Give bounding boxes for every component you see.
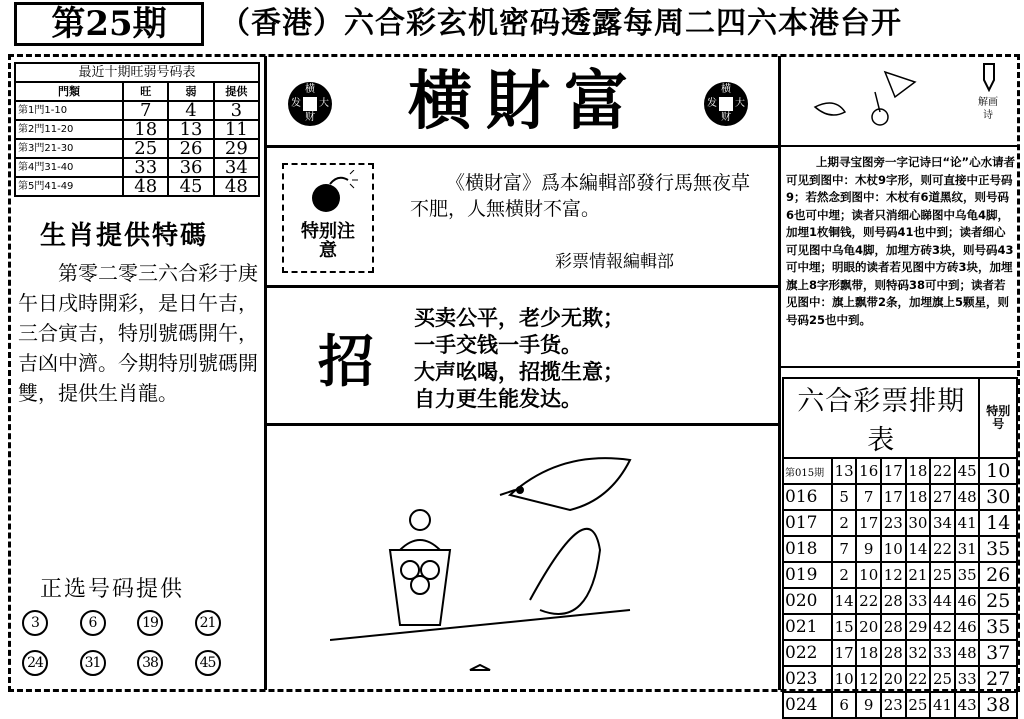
number-cell: 10 [881,536,906,562]
table-cell: 36 [168,158,213,177]
table-row [15,120,259,139]
number-cell: 12 [881,562,906,588]
number-cell: 17 [856,510,881,536]
issue-cell: 024 [783,692,832,718]
strength-table [14,62,260,197]
number-cell: 33 [930,640,955,666]
number-cell: 31 [955,536,980,562]
issue-cell: 017 [783,510,832,536]
coin-char: 横 [721,84,731,95]
slogan [414,305,624,413]
special-number: 30 [979,484,1017,510]
special-number: 37 [979,640,1017,666]
number-cell: 17 [832,640,857,666]
table-cell: 48 [123,177,168,196]
special-number: 27 [979,666,1017,692]
pick-number: 21 [195,610,221,636]
issue-cell: 022 [783,640,832,666]
row-label: 第3門21-30 [15,139,123,158]
divider [264,145,780,148]
special-header: 特别号 [979,378,1017,458]
number-cell: 17 [881,484,906,510]
number-cell: 34 [930,510,955,536]
coin-char: 大 [319,98,329,109]
column-header: 門類 [15,82,123,101]
divider [778,366,1020,368]
notice-label: 特别注意 [301,221,355,261]
number-cell: 41 [955,510,980,536]
special-number: 14 [979,510,1017,536]
zodiac-body: 第零二零三六合彩于庚午日戌時開彩，是日午吉，三合寅吉，特別號碼開午，吉凶中濟。今期特別號碼開雙，提供生肖龍。 [18,261,258,405]
masthead-title: 横財富 [408,64,642,139]
number-cell: 46 [955,614,980,640]
number-cell: 28 [881,614,906,640]
row-label: 第2門11-20 [15,120,123,139]
number-cell: 6 [832,692,857,718]
table-row [783,692,1017,718]
table-row [15,158,259,177]
number-cell: 18 [906,458,931,484]
number-cell: 21 [906,562,931,588]
number-cell: 23 [881,510,906,536]
number-cell: 10 [832,666,857,692]
table-row [15,101,259,120]
number-cell: 22 [930,458,955,484]
table-row [783,588,1017,614]
number-cell: 9 [856,692,881,718]
results-table [782,377,1018,719]
row-label: 第5門41-49 [15,177,123,196]
table-row [783,484,1017,510]
slogan-line: 一手交钱一手货。 [414,333,582,357]
table-cell: 13 [168,120,213,139]
picks-title: 正选号码提供 [40,577,185,602]
table-cell: 29 [214,139,259,158]
number-cell: 32 [906,640,931,666]
column-header: 提供 [214,82,259,101]
divider [264,285,780,288]
number-cell: 22 [906,666,931,692]
table-row [783,562,1017,588]
number-cell: 22 [856,588,881,614]
coin-icon [288,82,332,126]
issue-cell: 018 [783,536,832,562]
number-cell: 43 [955,692,980,718]
number-cell: 48 [955,484,980,510]
number-cell: 2 [832,510,857,536]
notice-signature: 彩票情報編輯部 [555,252,674,272]
number-cell: 5 [832,484,857,510]
number-cell: 45 [955,458,980,484]
table-row [783,458,1017,484]
number-cell: 42 [930,614,955,640]
number-cell: 48 [955,640,980,666]
special-number: 35 [979,614,1017,640]
number-cell: 25 [906,692,931,718]
table-caption: 最近十期旺弱号码表 [15,63,259,82]
number-cell: 25 [930,666,955,692]
table-row [15,177,259,196]
table-row [783,666,1017,692]
number-cell: 22 [930,536,955,562]
coin-char: 财 [721,112,731,123]
table-row [783,536,1017,562]
number-cell: 7 [832,536,857,562]
table-cell: 11 [214,120,259,139]
number-cell: 14 [832,588,857,614]
number-cell: 33 [955,666,980,692]
table-cell: 26 [168,139,213,158]
number-cell: 17 [881,458,906,484]
table-row [783,640,1017,666]
number-cell: 28 [881,588,906,614]
zodiac-title: 生肖提供特碼 [40,221,209,251]
row-label: 第4門31-40 [15,158,123,177]
poem-illustration [805,62,925,137]
bomb-icon [308,170,358,215]
table-cell: 3 [214,101,259,120]
pick-number: 38 [137,650,163,676]
slogan-big-char: 招 [318,329,374,395]
number-cell: 16 [856,458,881,484]
special-number: 26 [979,562,1017,588]
coin-icon [704,82,748,126]
notice-body: 《横財富》爲本編輯部發行馬無夜草不肥，人無横財不富。 [410,172,751,220]
table-cell: 25 [123,139,168,158]
divider [264,423,780,426]
pick-number: 3 [22,610,48,636]
poem-label: 解画诗 [978,97,998,121]
coin-char: 财 [305,112,315,123]
number-cell: 15 [832,614,857,640]
row-label: 第1門1-10 [15,101,123,120]
special-number: 38 [979,692,1017,718]
number-cell: 29 [906,614,931,640]
pick-number: 6 [80,610,106,636]
table-cell: 33 [123,158,168,177]
coin-char: 大 [735,98,745,109]
special-number: 35 [979,536,1017,562]
number-cell: 13 [832,458,857,484]
number-cell: 23 [881,692,906,718]
divider [778,56,781,690]
table-row [15,139,259,158]
number-cell: 14 [906,536,931,562]
results-title: 六合彩票排期表 [783,378,979,458]
poem-body: 上期寻宝图旁一字记诗曰“论”心水请者可见到图中：木杖9字形，则可直接中正号码9；若然念到图中：木杖有6道黑纹，则号码6也可中埋；读者只消细心睇图中乌龟4脚，加埋1枚铜钱，则号码41也中到；读者细心可见图中乌龟4脚，加埋方砖3块，则号码43可中埋；明眼的读者若见图中方砖3块，加埋旗上8字形飘带，则特码38可中到；读者若见图中：旗上飘带2条，加埋旗上5颗星，则号码25也中到。 [786,155,1016,327]
table-cell: 45 [168,177,213,196]
pick-number: 19 [137,610,163,636]
slogan-line: 买卖公平，老少无欺； [414,306,624,330]
number-cell: 33 [906,588,931,614]
table-cell: 4 [168,101,213,120]
issue-cell: 019 [783,562,832,588]
coin-char: 发 [291,98,301,109]
number-cell: 20 [856,614,881,640]
issue-number: 第25期 [14,2,204,46]
issue-cell: 021 [783,614,832,640]
issue-cell: 016 [783,484,832,510]
number-cell: 25 [930,562,955,588]
table-row [783,510,1017,536]
special-number: 10 [979,458,1017,484]
special-number: 25 [979,588,1017,614]
pick-number: 31 [80,650,106,676]
coin-char: 发 [707,98,717,109]
number-cell: 18 [856,640,881,666]
issue-cell: 023 [783,666,832,692]
number-cell: 20 [881,666,906,692]
number-cell: 18 [906,484,931,510]
number-cell: 44 [930,588,955,614]
number-cell: 41 [930,692,955,718]
number-cell: 27 [930,484,955,510]
table-cell: 18 [123,120,168,139]
number-cell: 35 [955,562,980,588]
number-cell: 46 [955,588,980,614]
number-cell: 10 [856,562,881,588]
table-row [783,614,1017,640]
column-header: 弱 [168,82,213,101]
picks-grid [22,610,252,676]
number-cell: 9 [856,536,881,562]
number-cell: 28 [881,640,906,666]
number-cell: 12 [856,666,881,692]
issue-cell: 第015期 [783,458,832,484]
pointing-hand-icon [980,62,998,92]
slogan-line: 自力更生能发达。 [414,387,582,411]
pick-number: 24 [22,650,48,676]
column-header: 旺 [123,82,168,101]
slogan-line: 大声吆喝，招揽生意； [414,360,624,384]
issue-cell: 020 [783,588,832,614]
table-cell: 7 [123,101,168,120]
divider [264,56,267,690]
table-cell: 34 [214,158,259,177]
table-cell: 48 [214,177,259,196]
number-cell: 7 [856,484,881,510]
pick-number: 45 [195,650,221,676]
puzzle-illustration [330,430,770,685]
page-title: （香港）六合彩玄机密码透露每周二四六本港台开 [220,6,902,41]
divider [778,145,1020,147]
coin-char: 横 [305,84,315,95]
number-cell: 2 [832,562,857,588]
number-cell: 30 [906,510,931,536]
